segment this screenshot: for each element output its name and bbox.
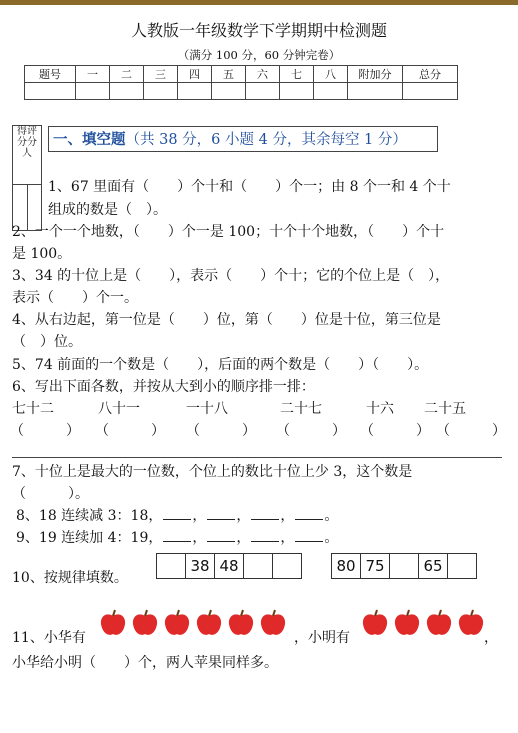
apple-icon <box>392 608 422 638</box>
section-heading: 一、填空题 <box>53 132 126 148</box>
apple-icon <box>130 608 160 638</box>
apple-icon <box>226 608 256 638</box>
question-11-mid: ，小明有 <box>294 630 350 646</box>
sequence-boxes-2 <box>331 553 477 579</box>
score-header: 五 <box>212 66 246 83</box>
section-header <box>48 126 438 152</box>
question-8: 8、18 连续减 3：18， ， ， ， 。 <box>16 505 338 525</box>
question-11-cont: 小华给小明（ ）个，两人苹果同样多。 <box>12 655 278 671</box>
score-cell[interactable] <box>212 83 246 100</box>
score-cell[interactable] <box>25 83 76 100</box>
grader-label: 得评分分人 <box>17 126 37 159</box>
page-subtitle: （满分 100 分，60 分钟完卷） <box>177 48 341 62</box>
answer-parens[interactable]: （ ） <box>95 423 165 439</box>
grader-box <box>12 125 42 231</box>
answer-blank[interactable] <box>295 527 323 542</box>
question-9: 9、19 连续加 4：19， ， ， ， 。 <box>16 527 338 547</box>
answer-blank[interactable] <box>295 505 323 520</box>
sequence-start: 18， <box>130 508 163 524</box>
score-header: 总分 <box>403 66 458 83</box>
score-header: 附加分 <box>348 66 403 83</box>
top-border <box>0 0 518 5</box>
sequence-cell[interactable]: 75 <box>361 554 390 578</box>
number-word: 七十二 <box>12 401 54 417</box>
score-cell[interactable] <box>76 83 110 100</box>
question-7: 7、十位上是最大的一位数，个位上的数比十位上少 3，这个数是 <box>12 464 413 480</box>
xiaoming-apples <box>360 608 486 638</box>
question-9-prefix: 9、19 连续加 4： <box>16 530 131 546</box>
page-title: 人教版一年级数学下学期期中检测题 <box>130 21 387 40</box>
sequence-cell[interactable] <box>273 554 301 578</box>
score-cell[interactable] <box>403 83 458 100</box>
question-3: 3、34 的十位上是（ ），表示（ ）个十；它的个位上是（ ）， <box>12 268 450 284</box>
sequence-cell[interactable]: 80 <box>332 554 361 578</box>
answer-parens[interactable]: （ ） <box>276 423 346 439</box>
answer-parens[interactable]: （ ） <box>186 423 256 439</box>
question-2: 2、一个一个地数，（ ）个一是 100；十个十个地数，（ ）个十 <box>12 224 445 240</box>
sequence-start: 19， <box>130 530 163 546</box>
score-cell[interactable] <box>246 83 280 100</box>
sequence-boxes-1 <box>156 553 302 579</box>
answer-blank[interactable] <box>251 505 279 520</box>
question-10: 10、按规律填数。 <box>12 570 128 586</box>
number-word: 八十一 <box>98 401 140 417</box>
score-table <box>24 65 458 100</box>
score-cell[interactable] <box>280 83 314 100</box>
score-header: 二 <box>110 66 144 83</box>
score-cell[interactable] <box>348 83 403 100</box>
number-word: 二十五 <box>424 401 466 417</box>
apple-icon <box>98 608 128 638</box>
question-8-prefix: 8、18 连续减 3： <box>16 508 131 524</box>
sequence-cell[interactable] <box>244 554 273 578</box>
question-2-cont: 是 100。 <box>12 246 72 262</box>
score-cell[interactable] <box>110 83 144 100</box>
answer-line <box>12 457 502 458</box>
sequence-cell[interactable] <box>390 554 419 578</box>
score-cell[interactable] <box>178 83 212 100</box>
score-cell[interactable] <box>314 83 348 100</box>
apple-icon <box>360 608 390 638</box>
answer-blank[interactable] <box>251 527 279 542</box>
score-header: 七 <box>280 66 314 83</box>
question-7-cont: （ ）。 <box>12 486 89 502</box>
answer-parens[interactable]: （ ） <box>436 423 506 439</box>
answer-blank[interactable] <box>207 527 235 542</box>
score-header: 一 <box>76 66 110 83</box>
apple-icon <box>162 608 192 638</box>
answer-blank[interactable] <box>163 505 191 520</box>
xiaohua-apples <box>98 608 288 638</box>
score-header: 四 <box>178 66 212 83</box>
answer-parens[interactable]: （ ） <box>360 423 430 439</box>
apple-icon <box>456 608 486 638</box>
question-1-cont: 组成的数是（ ）。 <box>48 202 167 218</box>
score-header: 题号 <box>25 66 76 83</box>
question-1: 1、67 里面有（ ）个十和（ ）个一；由 8 个一和 4 个十 <box>48 179 451 195</box>
question-3-cont: 表示（ ）个一。 <box>12 290 138 306</box>
score-header: 三 <box>144 66 178 83</box>
sequence-cell[interactable]: 38 <box>186 554 215 578</box>
answer-blank[interactable] <box>163 527 191 542</box>
sequence-cell[interactable]: 65 <box>419 554 448 578</box>
question-6: 6、写出下面各数，并按从大到小的顺序排一排： <box>12 379 315 395</box>
question-11: 11、小华有 <box>12 630 86 646</box>
sequence-cell[interactable] <box>448 554 476 578</box>
question-5: 5、74 前面的一个数是（ ），后面的两个数是（ ）（ ）。 <box>12 357 429 373</box>
score-header: 六 <box>246 66 280 83</box>
answer-parens[interactable]: （ ） <box>10 423 80 439</box>
question-11-end: ， <box>484 630 498 646</box>
question-4-cont: （ ）位。 <box>12 334 82 350</box>
number-word: 十六 <box>366 401 394 417</box>
apple-icon <box>424 608 454 638</box>
section-note: （共 38 分，6 小题 4 分，其余每空 1 分） <box>125 132 407 148</box>
score-cell[interactable] <box>144 83 178 100</box>
number-word: 二十七 <box>280 401 322 417</box>
sequence-cell[interactable]: 48 <box>215 554 244 578</box>
sequence-cell[interactable] <box>157 554 186 578</box>
question-4: 4、从右边起，第一位是（ ）位，第（ ）位是十位，第三位是 <box>12 312 441 328</box>
answer-blank[interactable] <box>207 505 235 520</box>
apple-icon <box>194 608 224 638</box>
score-header: 八 <box>314 66 348 83</box>
apple-icon <box>258 608 288 638</box>
number-word: 一十八 <box>186 401 228 417</box>
